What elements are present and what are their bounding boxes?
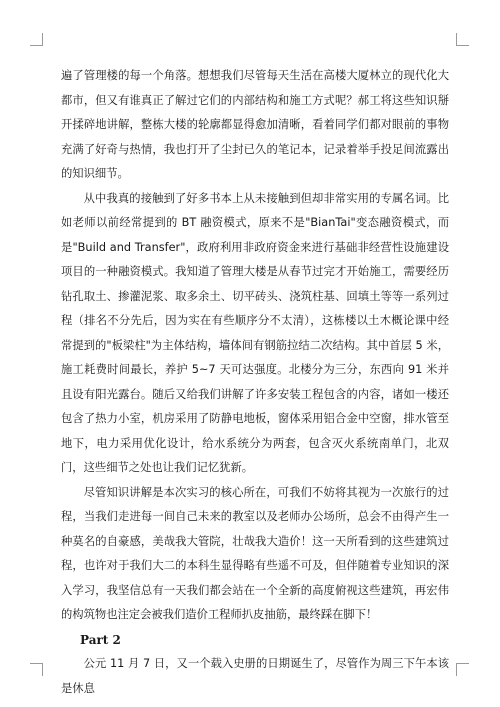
- paragraph-4: 公元 11 月 7 日，又一个载入史册的日期诞生了，尽管作为周三下午本该是休息: [61, 657, 449, 695]
- crop-mark-top-left: [30, 33, 43, 46]
- crop-mark-bottom-left: [30, 663, 43, 676]
- paragraph-1: 遍了管理楼的每一个角落。想想我们尽管每天生活在高楼大厦林立的现代化大都市，但又有谁真正了解过它们的内部结构和施工方式呢？郝工将这些知识掰开揉碎地讲解，整栋大楼的轮廓都显得愈加清晰，看着同学们都对眼前的事物充满了好奇与热情，我也打开了尘封已久的笔记本，记录着举手投足间流露出的知识细节。: [61, 69, 449, 180]
- crop-mark-top-right: [456, 33, 469, 46]
- section-heading: Part 2: [80, 632, 121, 647]
- paragraph-2: 从中我真的接触到了好多书本上从未接触到但却非常实用的专属名词。比如老师以前经常提到的 BT 融资模式，原来不是"BianTai"变态融资模式，而是"Build and Transfer"，政府利用非政府资金来进行基础非经营性设施建设项目的一种融资模式。我知道了管理大楼是从春节过完才开始施工，需要经历钻孔取土、掺灌泥浆、取多余土、切平砖头、浇筑柱基、回填土等等一系列过程（排名不分先后，因为实在有些顺序分不太清），这栋楼以土木概论课中经常提到的"板梁柱"为主体结构，墙体间有钢筋拉结二次结构。其中首层 5 米，施工耗费时间最长，养护 5~7 天可达强度。北楼分为三分，东西向 91 米并且设有阳光露台。随后又给我们讲解了许多安装工程包含的内容，诸如一楼还包含了热力小室，机房采用了防静电地板，窗体采用铝合金中空窗，排水管至地下，电力采用优化设计，给水系统分为两套，包含灭火系统南单门，北双门，这些细节之处也让我们记忆犹新。: [61, 191, 449, 474]
- paragraph-3: 尽管知识讲解是本次实习的核心所在，可我们不妨将其视为一次旅行的过程，当我们走进每一间自己未来的教室以及老师办公场所，总会不由得产生一种莫名的自豪感，美哉我大管院，壮哉我大造价！这一天所看到的这些建筑过程，也许对于我们大二的本科生显得略有些遥不可及，但伴随着专业知识的深入学习，我坚信总有一天我们都会站在一个全新的高度俯视这些建筑，再宏伟的构筑物也注定会被我们造价工程师扒皮抽筋，最终踩在脚下！: [61, 485, 449, 621]
- document-body: [61, 64, 449, 701]
- crop-mark-bottom-right: [456, 663, 469, 676]
